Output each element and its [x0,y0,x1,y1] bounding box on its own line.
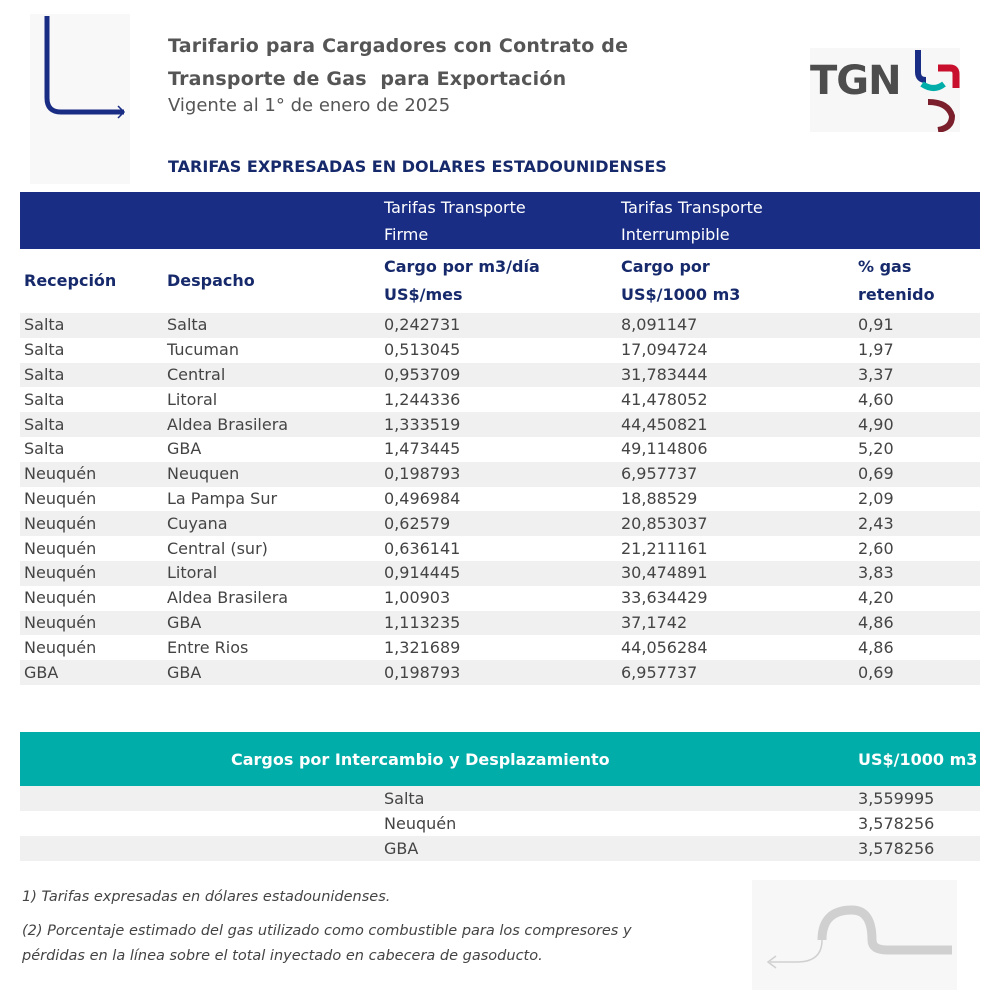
band-empty-2 [163,192,380,249]
exchange-cell-value: 3,578256 [858,814,935,833]
cell-cargo-firme: 1,333519 [380,412,617,437]
cell-gas-retenido: 2,09 [858,488,894,508]
cell-cargo-firme: 1,244336 [384,389,461,409]
table-row [20,412,980,437]
cell-despacho: Salta [163,313,380,338]
col-header-cargo-interrumpible [617,249,854,313]
cell-recepcion: Neuquén [24,588,97,608]
exchange-cell-value: 3,578256 [854,836,980,861]
cell-despacho: Central (sur) [167,538,268,558]
cell-cargo-interrumpible: 6,957737 [617,660,854,685]
cell-gas-retenido: 4,90 [854,412,980,437]
band-firme-line-2: Firme [384,225,429,244]
tariff-band-header [20,192,980,249]
cell-cargo-interrumpible: 37,1742 [617,611,854,636]
col-header-cargo-firme [380,249,617,313]
cell-despacho: Aldea Brasilera [163,412,380,437]
tgn-logo [810,48,960,132]
cell-gas-retenido: 3,37 [854,363,980,388]
table-row [20,511,980,536]
table-row [20,387,980,412]
cell-gas-retenido: 3,83 [854,561,980,586]
col-header-gas-line-1: % gas [858,257,912,276]
cell-gas-retenido: 0,91 [854,313,980,338]
cell-recepcion: Neuquén [24,637,97,657]
footnote-2: (2) Porcentaje estimado del gas utilizado como combustible para los compresores y pérdidas en la línea sobre el total inyectado en cabecera de gasoducto. [22,923,632,964]
table-row [20,363,980,388]
cell-cargo-firme: 1,113235 [380,611,617,636]
col-header-gas-line-2: retenido [858,285,935,304]
cell-cargo-firme: 0,62579 [380,511,617,536]
exchange-cell-location: Salta [380,786,854,811]
cell-despacho: GBA [163,611,380,636]
cell-cargo-interrumpible: 6,957737 [617,462,854,487]
cell-despacho: Tucuman [167,340,239,360]
exchange-cell-empty [20,811,380,836]
cell-gas-retenido: 4,86 [854,611,980,636]
table-row [20,635,980,660]
cell-despacho: Litoral [167,389,218,409]
cell-cargo-interrumpible: 41,478052 [621,389,708,409]
title-line-2: Transporte de Gas para Exportación [168,68,567,90]
exchange-header [20,732,980,786]
corner-decoration [30,14,130,184]
cell-recepcion: Neuquén [20,462,163,487]
cell-gas-retenido: 4,60 [858,389,894,409]
exchange-cell-empty [20,786,380,811]
cell-recepcion: Salta [20,363,163,388]
exchange-row [20,786,980,811]
cell-despacho: Cuyana [163,511,380,536]
tariff-column-headers [20,249,980,313]
cell-recepcion: Neuquén [24,538,97,558]
cell-cargo-firme: 1,473445 [384,439,461,459]
cell-recepcion: Neuquén [20,561,163,586]
table-row [20,487,980,512]
band-firme-line-1: Tarifas Transporte [384,198,526,217]
cell-gas-retenido: 5,20 [858,439,894,459]
band-interr-line-2: Interrumpible [621,225,730,244]
logo-text: TGN [810,58,901,104]
cell-cargo-firme: 0,242731 [380,313,617,338]
cell-recepcion: Salta [24,439,65,459]
section-heading: TARIFAS EXPRESADAS EN DOLARES ESTADOUNIDENSES [168,157,667,176]
col-header-recepcion: Recepción [24,271,117,290]
exchange-row [20,811,980,836]
col-header-cargo-firme-line-1: Cargo por m3/día [384,257,540,276]
cell-cargo-interrumpible: 31,783444 [617,363,854,388]
bottom-decoration [752,880,957,990]
band-empty-1 [20,192,163,249]
cell-cargo-interrumpible: 33,634429 [621,588,708,608]
table-row [20,660,980,685]
cell-cargo-interrumpible: 44,056284 [621,637,708,657]
cell-gas-retenido: 0,69 [854,462,980,487]
exchange-title: Cargos por Intercambio y Desplazamiento [20,732,854,786]
cell-cargo-interrumpible: 49,114806 [621,439,708,459]
table-row [20,462,980,487]
cell-cargo-interrumpible: 8,091147 [617,313,854,338]
cell-recepcion: GBA [20,660,163,685]
exchange-cell-empty [20,836,380,861]
table-row [20,338,980,363]
exchange-cell-value: 3,559995 [854,786,980,811]
cell-despacho: GBA [167,439,202,459]
col-header-cargo-interr-line-2: US$/1000 m3 [621,285,741,304]
footnote-1: 1) Tarifas expresadas en dólares estadounidenses. [22,889,391,905]
col-header-cargo-firme-line-2: US$/mes [384,285,463,304]
table-row [20,586,980,611]
cell-recepcion: Neuquén [20,611,163,636]
exchange-unit: US$/1000 m3 [854,732,980,786]
title-line-1: Tarifario para Cargadores con Contrato de [168,35,629,57]
cell-cargo-firme: 1,00903 [384,588,451,608]
cell-despacho: Central [163,363,380,388]
cell-gas-retenido: 1,97 [858,340,894,360]
cell-cargo-firme: 0,496984 [384,488,461,508]
cell-gas-retenido: 0,69 [854,660,980,685]
col-header-despacho: Despacho [167,271,255,290]
cell-cargo-interrumpible: 18,88529 [621,488,698,508]
table-row [20,437,980,462]
col-header-cargo-interr-line-1: Cargo por [621,257,710,276]
cell-cargo-firme: 0,198793 [380,660,617,685]
exchange-table [20,732,980,861]
table-row [20,536,980,561]
cell-cargo-firme: 0,513045 [384,340,461,360]
cell-cargo-firme: 0,914445 [380,561,617,586]
band-empty-3 [854,192,980,249]
table-row [20,611,980,636]
band-interrumpible [617,192,854,249]
tariff-table [20,192,980,685]
cell-despacho: Entre Rios [167,637,249,657]
cell-cargo-firme: 1,321689 [384,637,461,657]
corner-arrow-icon [30,14,130,184]
table-row [20,313,980,338]
cell-despacho: Neuquen [163,462,380,487]
cell-despacho: Aldea Brasilera [167,588,289,608]
logo-mark-icon [908,48,963,132]
cell-gas-retenido: 2,60 [858,538,894,558]
cell-gas-retenido: 4,86 [858,637,894,657]
band-interr-line-1: Tarifas Transporte [621,198,763,217]
cell-cargo-firme: 0,636141 [384,538,461,558]
exchange-cell-location: GBA [380,836,854,861]
cell-cargo-interrumpible: 20,853037 [617,511,854,536]
cell-recepcion: Neuquén [24,488,97,508]
cell-despacho: GBA [163,660,380,685]
cell-cargo-firme: 0,953709 [380,363,617,388]
cell-recepcion: Neuquén [20,511,163,536]
cell-recepcion: Salta [24,389,65,409]
exchange-cell-location: Neuquén [384,814,457,833]
exchange-row [20,836,980,861]
cell-despacho: La Pampa Sur [167,488,278,508]
cell-cargo-interrumpible: 17,094724 [621,340,708,360]
band-firme [380,192,617,249]
cell-cargo-firme: 0,198793 [380,462,617,487]
cell-gas-retenido: 2,43 [854,511,980,536]
curved-arrow-icon [752,880,957,990]
page-subtitle: Vigente al 1° de enero de 2025 [168,95,451,116]
cell-recepcion: Salta [20,313,163,338]
cell-cargo-interrumpible: 44,450821 [617,412,854,437]
cell-recepcion: Salta [20,412,163,437]
page-title [168,30,628,96]
col-header-gas-retenido [854,249,980,313]
cell-cargo-interrumpible: 30,474891 [617,561,854,586]
cell-recepcion: Salta [24,340,65,360]
table-row [20,561,980,586]
cell-despacho: Litoral [163,561,380,586]
cell-cargo-interrumpible: 21,211161 [621,538,708,558]
cell-gas-retenido: 4,20 [858,588,894,608]
